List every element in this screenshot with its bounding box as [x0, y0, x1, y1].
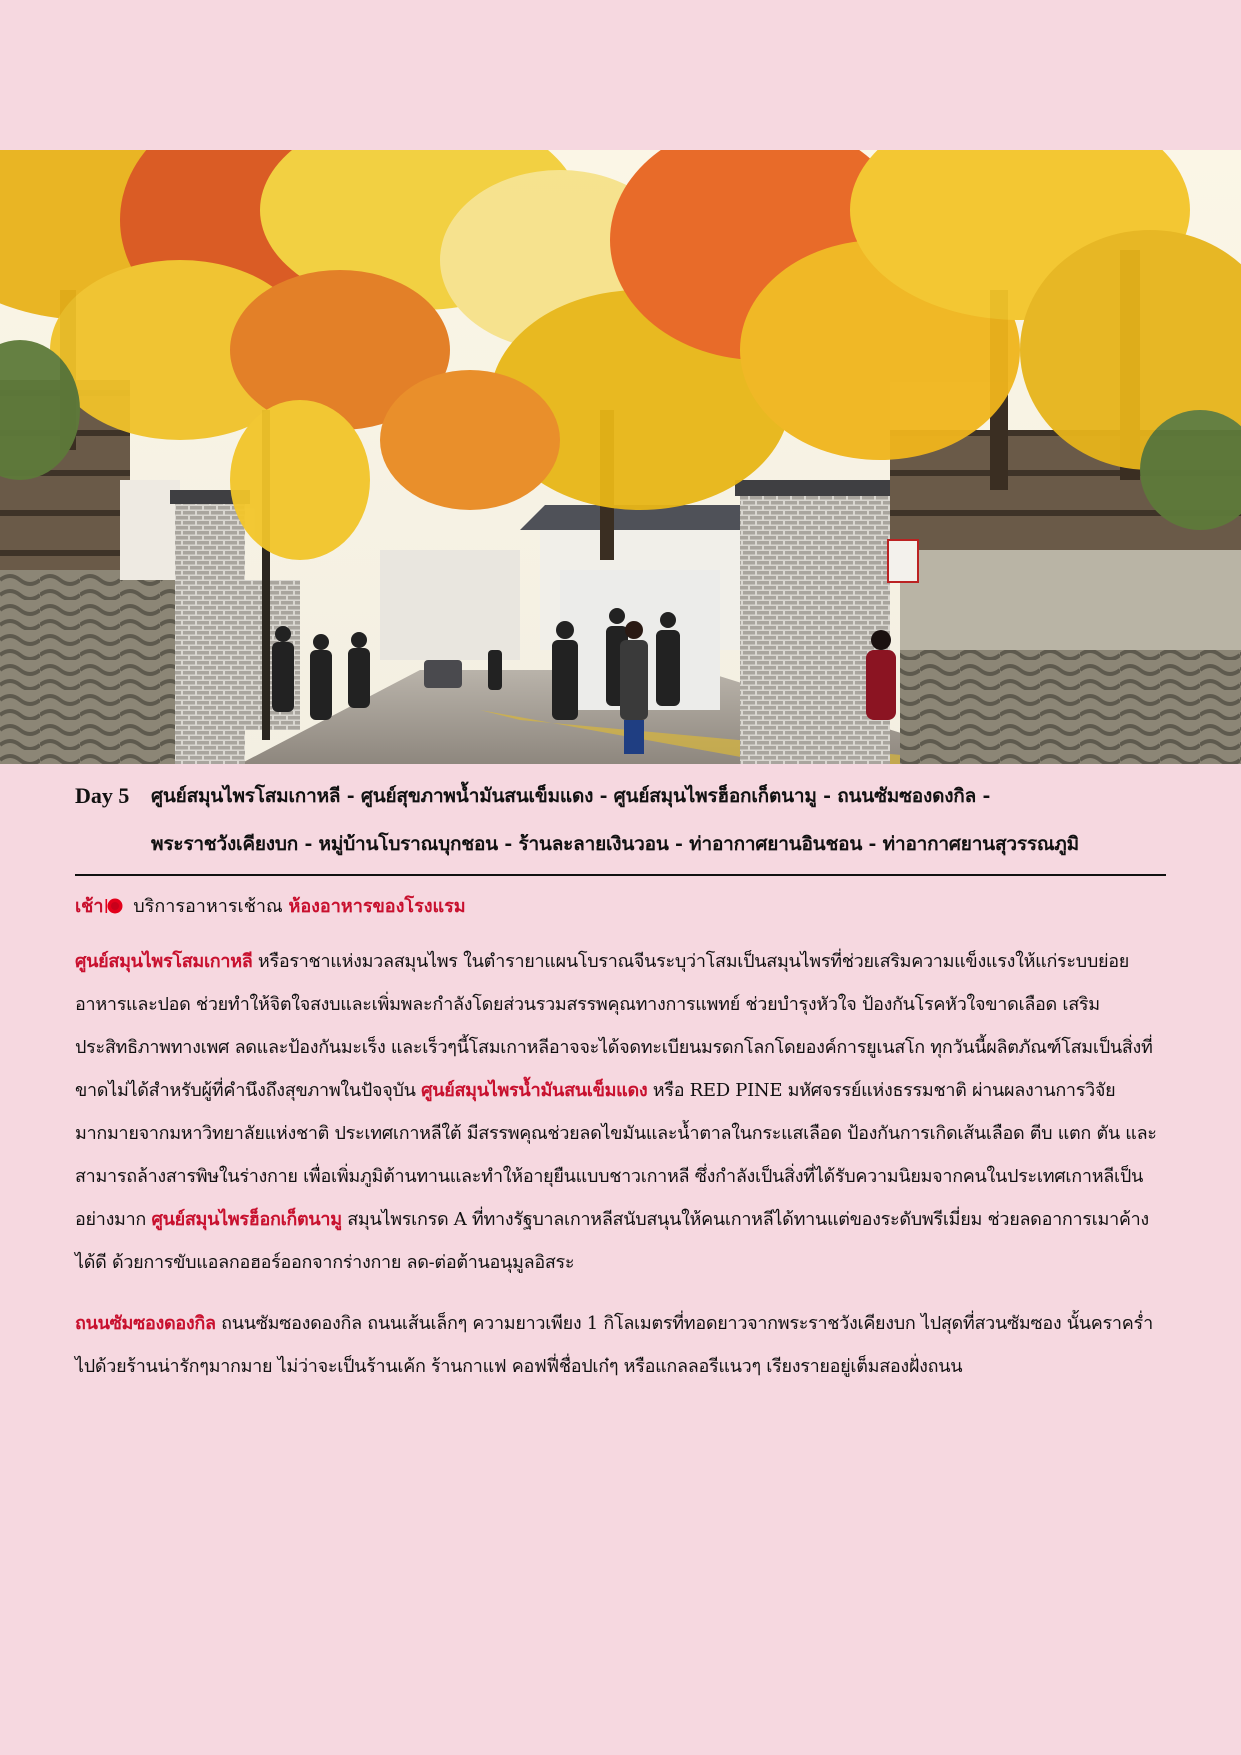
meal-label: เช้า [75, 896, 104, 917]
highlight-samcheong-dong: ถนนซัมซองดองกิล [75, 1313, 216, 1334]
day-header [75, 772, 1166, 876]
breakfast-line [75, 892, 1166, 922]
autumn-street-illustration [0, 150, 1241, 764]
text-hovenia: สมุนไพรเกรด A ที่ทางรัฐบาลเกาหลีสนับสนุนให้คนเกาหลีได้ทานแต่ของระดับพรีเมี่ยม ช่วยลดอาการเมาค้างได้ดี ด้วยการขับแอลกอฮอร์ออกจากร่างกาย ลด-ต่อต้านอนุมูลอิสระ [75, 1209, 1149, 1273]
highlight-ginseng-center: ศูนย์สมุนไพรโสมเกาหลี [75, 951, 253, 972]
day-label: Day 5 [75, 783, 130, 808]
hero-photo [0, 150, 1241, 764]
day-title-line-2: พระราชวังเคียงบก - หมู่บ้านโบราณบุกชอน - ร้านละลายเงินวอน - ท่าอากาศยานอินชอน - ท่าอากาศยานสุวรรณภูมิ [151, 833, 1079, 855]
day-title-line-1: ศูนย์สมุนไพรโสมเกาหลี - ศูนย์สุขภาพน้ำมันสนเข็มแดง - ศูนย์สมุนไพรฮ็อกเก็ตนามู - ถนนซัมซองดงกิล - [151, 785, 991, 807]
text-red-pine: หรือ RED PINE มหัศจรรย์แห่งธรรมชาติ ผ่านผลงานการวิจัยมากมายจากมหาวิทยาลัยแห่งชาติ ประเทศเกาหลีใต้ มีสรรพคุณช่วยลดไขมันและน้ำตาลในกระแสเลือด ป้องกันการเกิดเส้นเลือด ตีบ แตก ตัน และสามารถล้างสารพิษในร่างกาย เพื่อเพิ่มภูมิต้านทานและทำให้อายุยืนแบบชาวเกาหลี ซึ่งกำลังเป็นสิ่งที่ได้รับความนิยมจากคนในประเทศเกาหลีเป็นอย่างมาก [75, 1080, 1157, 1230]
paragraph-samcheong-dong [75, 1302, 1166, 1388]
meal-place: ห้องอาหารของโรงแรม [288, 896, 466, 917]
meal-text: บริการอาหารเช้าณ [133, 896, 283, 917]
day-title [151, 772, 1079, 868]
plate-icon [105, 895, 123, 913]
paragraph-herbal-centers [75, 940, 1166, 1284]
highlight-hovenia-center: ศูนย์สมุนไพรฮ็อกเก็ตนามู [151, 1209, 342, 1230]
highlight-red-pine-center: ศูนย์สมุนไพรน้ำมันสนเข็มแดง [421, 1080, 648, 1101]
itinerary-day-5 [75, 772, 1166, 1388]
text-samcheong-dong: ถนนซัมซองดองกิล ถนนเส้นเล็กๆ ความยาวเพียง 1 กิโลเมตรที่ทอดยาวจากพระราชวังเคียงบก ไปสุดที่สวนซัมซอง นั้นคราคร่ำไปด้วยร้านน่ารักๆมากมาย ไม่ว่าจะเป็นร้านเค้ก ร้านกาแฟ คอฟฟี่ชื่อปเก๋ๆ หรือแกลลอรีแนวๆ เรียงรายอยู่เต็มสองฝั่งถนน [75, 1313, 1153, 1377]
text-ginseng: หรือราชาแห่งมวลสมุนไพร ในตำรายาแผนโบราณจีนระบุว่าโสมเป็นสมุนไพรที่ช่วยเสริมความแข็งแรงให้แก่ระบบย่อยอาหารและปอด ช่วยทำให้จิตใจสงบและเพิ่มพละกำลังโดยส่วนรวมสรรพคุณทางการแพทย์ ช่วยบำรุงหัวใจ ป้องกันโรคหัวใจขาดเลือด เสริมประสิทธิภาพทางเพศ ลดและป้องกันมะเร็ง และเร็วๆนี้โสมเกาหลีอาจจะได้จดทะเบียนมรดกโลกโดยองค์การยูเนสโก ทุกวันนี้ผลิตภัณฑ์โสมเป็นสิ่งที่ขาดไม่ได้สำหรับผู้ที่คำนึงถึงสุขภาพในปัจจุบัน [75, 951, 1153, 1101]
